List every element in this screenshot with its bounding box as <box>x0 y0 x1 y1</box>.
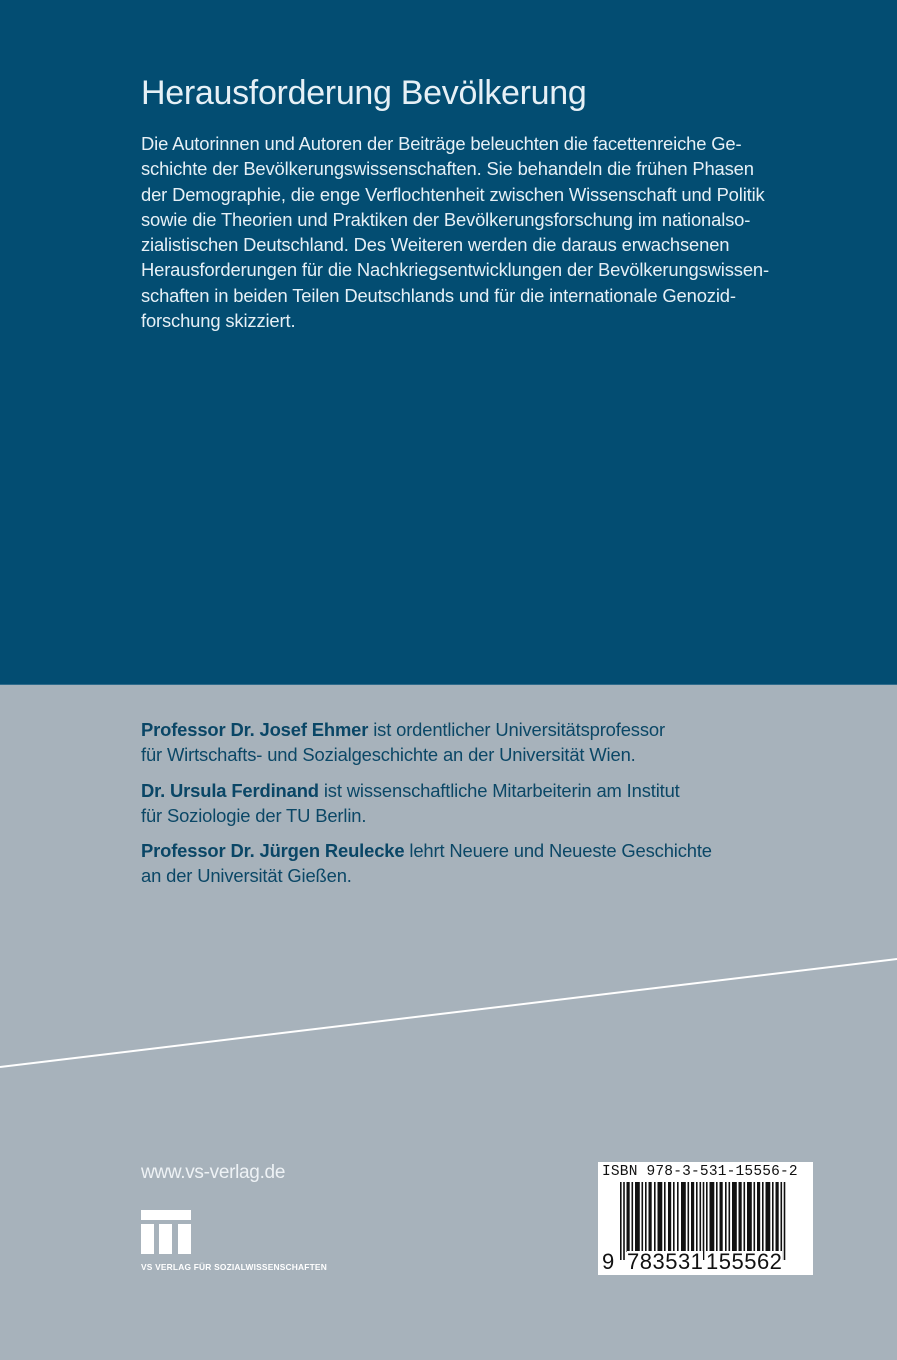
author-bio-text: für Soziologie der TU Berlin. <box>141 804 367 826</box>
publisher-logo-icon <box>141 1210 197 1258</box>
author-name: Professor Dr. Josef Ehmer <box>141 719 369 740</box>
isbn-barcode <box>598 1162 813 1275</box>
ean-right-digits: 155562 <box>706 1249 783 1274</box>
blurb-line: forschung skizziert. <box>141 310 296 332</box>
author-name: Dr. Ursula Ferdinand <box>141 779 319 801</box>
author-name: Professor Dr. Jürgen Reulecke <box>141 840 405 862</box>
author-bio-text: für Wirtschafts- und Sozialgeschichte an der Universität Wien. <box>141 744 636 766</box>
blurb-line: Herausforderungen für die Nachkriegsentwicklungen der Bevölkerungswissen- <box>141 259 769 281</box>
blurb-line: zialistischen Deutschland. Des Weiteren werden die daraus erwachsenen <box>141 234 730 256</box>
book-title: Herausforderung Bevölkerung <box>141 74 587 112</box>
author-bio-text: ist ordentlicher Universitätsprofessor <box>368 719 665 740</box>
author-bio-text: an der Universität Gießen. <box>141 865 352 887</box>
blurb-line: Die Autorinnen und Autoren der Beiträge beleuchten die facettenreiche Ge- <box>141 133 742 154</box>
blurb-line: schaften in beiden Teilen Deutschlands und für die internationale Genozid- <box>141 284 736 306</box>
author-bio-text: lehrt Neuere und Neueste Geschichte <box>404 840 712 862</box>
ean-left-digits: 783531 <box>627 1249 704 1274</box>
ean-first-digit: 9 <box>602 1249 615 1274</box>
blurb-line: der Demographie, die enge Verflochtenheit zwischen Wissenschaft und Politik <box>141 183 765 205</box>
blurb-line: sowie die Theorien und Praktiken der Bevölkerungsforschung im nationalso- <box>141 208 751 230</box>
isbn-number: ISBN 978-3-531-15556-2 <box>602 1164 798 1180</box>
author-bio-text: ist wissenschaftliche Mitarbeiterin am Institut <box>318 779 680 801</box>
publisher-name: VS VERLAG FÜR SOZIALWISSENSCHAFTEN <box>141 1262 327 1272</box>
publisher-website-link[interactable]: www.vs-verlag.de <box>141 1162 286 1183</box>
blurb-line: schichte der Bevölkerungswissenschaften. Sie behandeln die frühen Phasen <box>141 158 754 180</box>
